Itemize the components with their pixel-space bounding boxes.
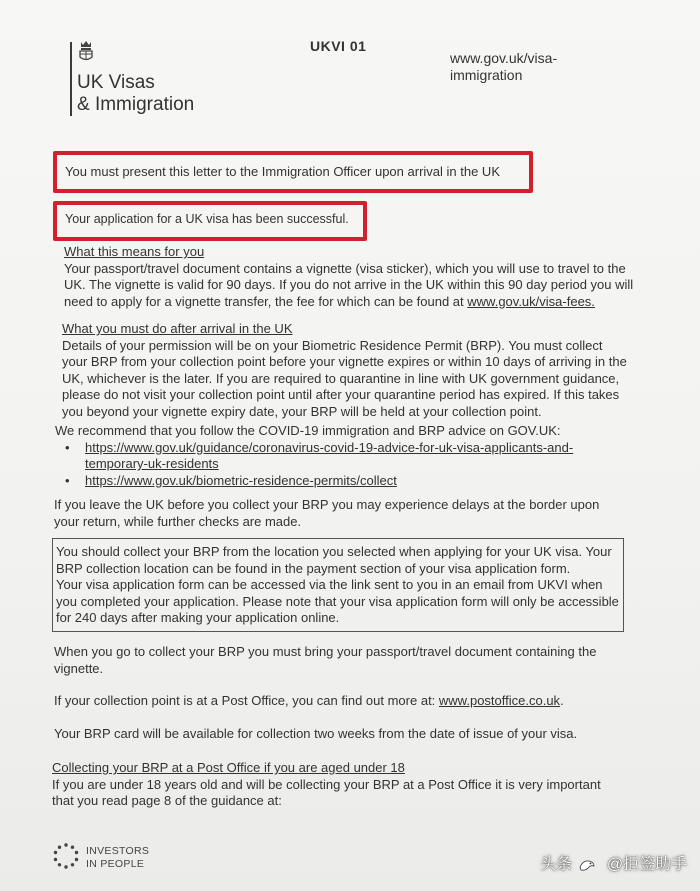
card-line: Your BRP card will be available for collection two weeks from the date of issue of your visa. (54, 726, 578, 741)
iip-line-2: IN PEOPLE (86, 857, 145, 870)
leave-line-1: If you leave the UK before you collect your BRP you may experience delays at the border upon (54, 497, 600, 512)
section-under18 (52, 760, 601, 810)
boxed-line-3: Your visa application form can be accessed via the link sent to you in an email from UKVI when (56, 577, 603, 592)
section-bring (54, 644, 596, 677)
bring-line-2: vignette. (54, 660, 104, 676)
watermark-prefix: 头条 (540, 856, 573, 873)
boxed-line-1: You should collect your BRP from the location you selected when applying for your UK visa. Your (56, 544, 612, 559)
leave-line-2: your return, while further checks are made. (54, 513, 302, 529)
advice-link-brp[interactable] (55, 473, 573, 490)
advice-link-covid[interactable] (55, 440, 573, 473)
boxed-line-5: for 240 days after making your application online. (56, 610, 340, 625)
website-link[interactable] (450, 50, 590, 84)
org-line-1: UK Visas (77, 72, 155, 93)
arrival-line-1: Details of your permission will be on your Biometric Residence Permit (BRP). You must collect (62, 337, 603, 353)
advice-link-covid-line-1: • https://www.gov.uk/guidance/coronavirus-covid-19-advice-for-uk-visa-applicants-and- (85, 439, 574, 455)
org-line-2: & Immigration (77, 94, 195, 115)
under18-line-1: If you are under 18 years old and will be collecting your BRP at a Post Office it is very important (52, 776, 601, 792)
bird-logo-icon (578, 857, 596, 873)
post-office-text: If your collection point is at a Post Office, you can find out more at: (54, 693, 439, 708)
watermark-handle: @拒签助手 (606, 856, 688, 873)
boxed-line-4: you completed your application. Please note that your visa application form will only be accessible (56, 593, 619, 609)
iip-line-1: INVESTORS (86, 845, 150, 857)
bring-line-1: When you go to collect your BRP you must bring your passport/travel document containing the (54, 644, 597, 659)
reference-code: UKVI 01 (310, 38, 367, 54)
section-leave (54, 497, 599, 530)
success-notice: Your application for a UK visa has been successful. (65, 212, 349, 226)
arrival-line-5: you beyond your vignette expiry date, your BRP will be held at your collection point. (62, 403, 542, 419)
under18-line-2: that you read page 8 of the guidance at: (52, 793, 282, 808)
royal-crest-icon (78, 40, 94, 62)
postoffice-link[interactable]: www.postoffice.co.uk (438, 693, 561, 708)
arrival-line-4: please do not visit your collection point until after your quarantine period has expired. If this takes (62, 387, 620, 402)
advice-links-list (55, 440, 573, 490)
section-meaning (64, 244, 633, 310)
website-line-1: www.gov.uk/visa- (450, 50, 558, 66)
watermark (540, 851, 687, 874)
meaning-line-1: Your passport/travel document contains a vignette (visa sticker), which you will use to travel to the (64, 260, 626, 276)
boxed-note (56, 544, 619, 627)
visa-fees-link[interactable]: www.gov.uk/visa-fees. (467, 293, 595, 309)
section-card (54, 726, 577, 743)
header-divider (70, 42, 72, 116)
meaning-line-3-text: need to apply for a vignette transfer, the fee for which can be found at (64, 293, 468, 309)
arrival-line-3: UK, whichever is the later. If you are required to quarantine in line with UK government guidance, (62, 370, 620, 386)
section-post-office (54, 693, 564, 710)
advice-link-covid-line-2: temporary-uk-residents (85, 456, 219, 471)
arrival-notice: You must present this letter to the Immigration Officer upon arrival in the UK (65, 164, 500, 179)
advice-link-brp-text: https://www.gov.uk/biometric-residence-permits/collect (85, 472, 397, 488)
recommend-intro: We recommend that you follow the COVID-19 immigration and BRP advice on GOV.UK: (55, 423, 561, 438)
arrival-line-2: your BRP from your collection point before your vignette expires or within 10 days of arriving in the (62, 354, 627, 369)
meaning-line-3 (64, 294, 633, 311)
website-line-2: immigration (450, 67, 523, 83)
investors-in-people-text (86, 845, 149, 870)
organisation-name (77, 72, 194, 116)
section-under18-heading: Collecting your BRP at a Post Office if you are aged under 18 (52, 760, 405, 775)
investors-in-people-logo-icon (52, 842, 80, 870)
meaning-line-2: UK. The vignette is valid for 90 days. If you do not arrive in the UK within this 90 day period you will (64, 277, 634, 292)
post-office-suffix: . (560, 693, 564, 708)
boxed-line-2: BRP collection location can be found in the payment section of your visa application form. (56, 560, 571, 576)
section-meaning-heading: What this means for you (64, 244, 205, 259)
section-after-arrival (62, 321, 627, 420)
section-after-arrival-heading: What you must do after arrival in the UK (62, 321, 293, 336)
section-recommend (55, 423, 573, 489)
